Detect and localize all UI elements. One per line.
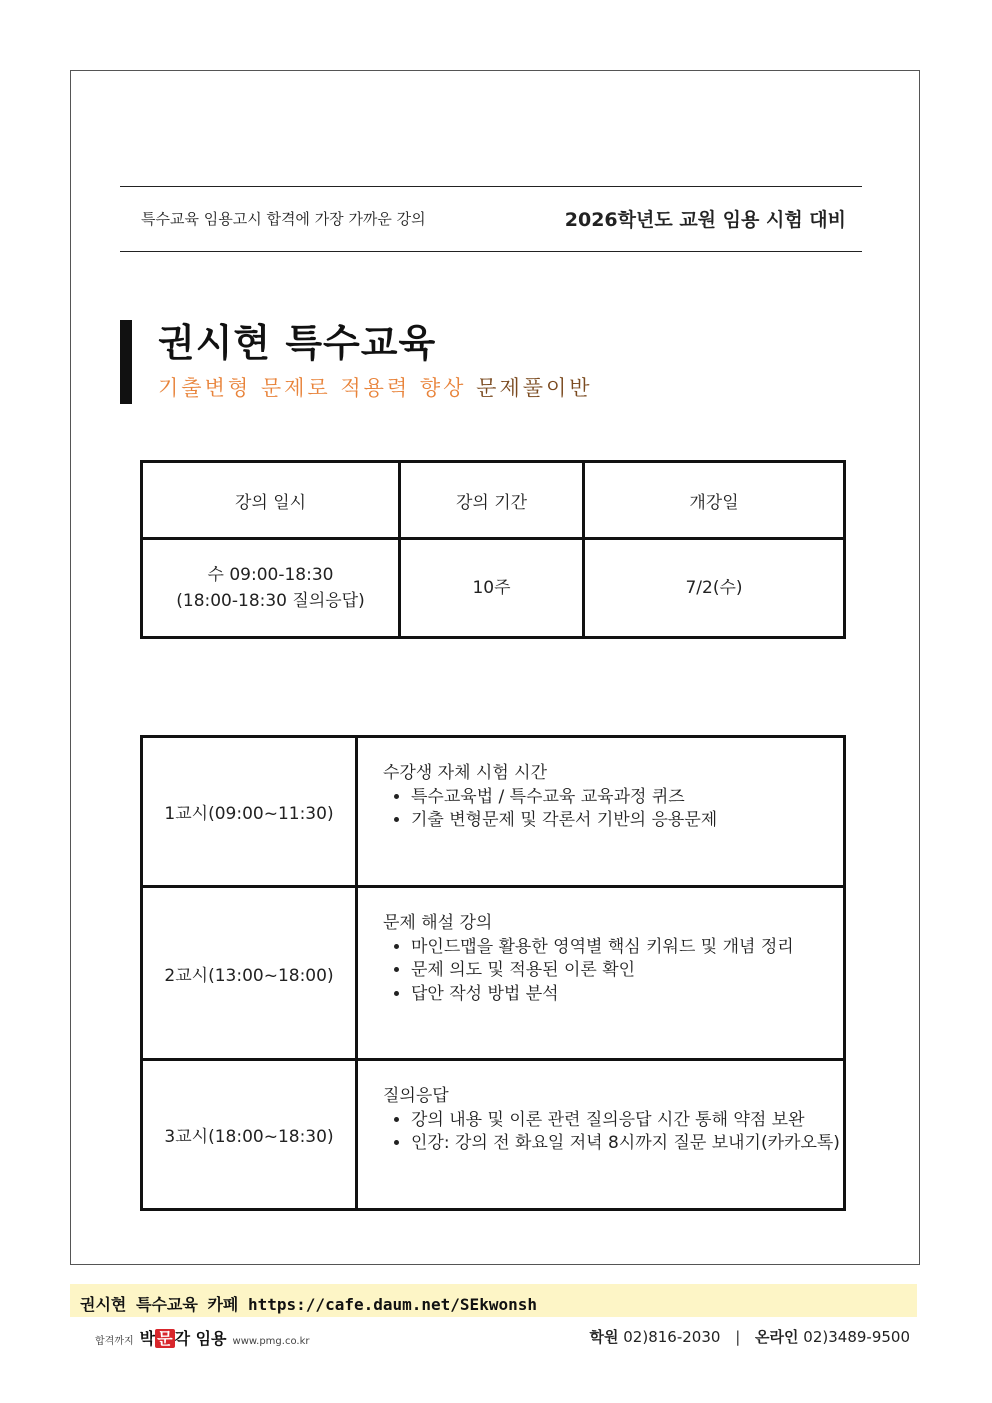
period-schedule-table xyxy=(140,735,846,1211)
cafe-link[interactable]: 권시현 특수교육 카페 https://cafe.daum.net/SEkwonsh xyxy=(80,1295,537,1314)
academy-label: 학원 xyxy=(589,1328,619,1346)
page-title: 권시현 특수교육 xyxy=(158,321,437,365)
schedule-line2: (18:00-18:30 질의응답) xyxy=(176,591,365,611)
info-header-schedule: 강의 일시 xyxy=(142,462,400,539)
period-item-list xyxy=(383,936,843,1007)
period-time: 2교시(13:00~18:00) xyxy=(142,887,357,1060)
header-exam-title: 2026학년도 교원 임용 시험 대비 xyxy=(564,209,846,231)
info-header-start: 개강일 xyxy=(584,462,845,539)
period-description xyxy=(357,887,845,1060)
period-heading: 문제 해설 강의 xyxy=(383,913,493,933)
period-item-list xyxy=(383,786,843,833)
brand-prefix: 합격까지 xyxy=(95,1336,134,1347)
lecture-info-table xyxy=(140,460,846,639)
online-phone: 02)3489-9500 xyxy=(803,1328,910,1346)
brand-url[interactable]: www.pmg.co.kr xyxy=(232,1336,310,1347)
info-header-row xyxy=(142,462,845,539)
contact-separator: | xyxy=(735,1328,741,1346)
subtitle-part1: 기출변형 문제로 적용력 향상 xyxy=(158,376,467,400)
contact-info xyxy=(589,1326,910,1347)
period-time: 1교시(09:00~11:30) xyxy=(142,737,357,887)
info-start-date-cell: 7/2(수) xyxy=(584,539,845,638)
info-schedule-cell xyxy=(142,539,400,638)
period-heading: 질의응답 xyxy=(383,1086,449,1106)
list-item: • 특수교육법 / 특수교육 교육과정 퀴즈 xyxy=(411,786,843,810)
brand-part1: 박 xyxy=(139,1329,156,1348)
brand-highlight: 문 xyxy=(157,1329,173,1348)
brand-logo xyxy=(95,1326,309,1349)
header-top-rule xyxy=(120,186,862,187)
period-heading: 수강생 자체 시험 시간 xyxy=(383,763,548,783)
schedule-line1: 수 09:00-18:30 xyxy=(207,565,334,585)
period-row xyxy=(142,737,845,887)
list-item: • 기출 변형문제 및 각론서 기반의 응용문제 xyxy=(411,809,843,833)
period-item-list xyxy=(383,1109,843,1156)
online-label: 온라인 xyxy=(755,1328,799,1346)
list-item: • 인강: 강의 전 화요일 저녁 8시까지 질문 보내기(카카오톡) xyxy=(411,1132,843,1156)
list-item: • 문제 의도 및 적용된 이론 확인 xyxy=(411,959,843,983)
list-item: • 마인드맵을 활용한 영역별 핵심 키워드 및 개념 정리 xyxy=(411,936,843,960)
info-value-row xyxy=(142,539,845,638)
info-duration-cell: 10주 xyxy=(400,539,584,638)
academy-phone: 02)816-2030 xyxy=(623,1328,721,1346)
period-row xyxy=(142,1060,845,1210)
title-accent-bar xyxy=(120,320,132,404)
list-item: • 강의 내용 및 이론 관련 질의응답 시간 통해 약점 보완 xyxy=(411,1109,843,1133)
info-header-duration: 강의 기간 xyxy=(400,462,584,539)
brand-name xyxy=(140,1326,227,1349)
subtitle-part2: 문제풀이반 xyxy=(476,376,593,400)
header-bottom-rule xyxy=(120,251,862,252)
period-row xyxy=(142,887,845,1060)
list-item: • 답안 작성 방법 분석 xyxy=(411,983,843,1007)
brand-part2: 각 임용 xyxy=(174,1329,227,1348)
page-subtitle xyxy=(158,372,593,402)
period-time: 3교시(18:00~18:30) xyxy=(142,1060,357,1210)
period-description xyxy=(357,1060,845,1210)
period-description xyxy=(357,737,845,887)
header-tagline: 특수교육 임용고시 합격에 가장 가까운 강의 xyxy=(141,210,426,228)
